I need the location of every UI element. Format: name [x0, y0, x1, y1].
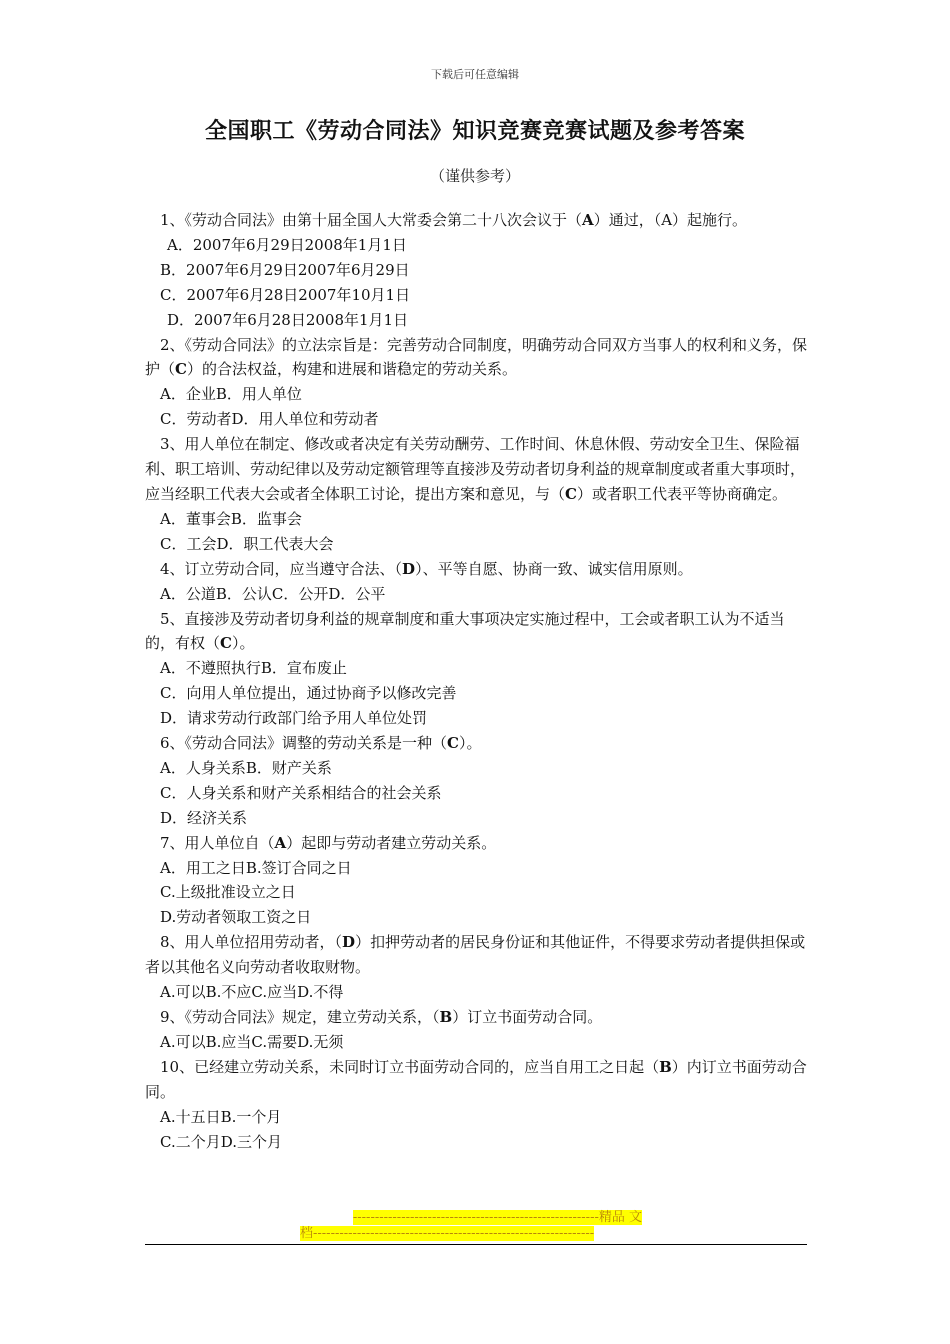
question-text: 2、《劳动合同法》的立法宗旨是：完善劳动合同制度，明确劳动合同双方当事人的权利和义务，保护（ — [145, 335, 808, 379]
question-list — [145, 208, 810, 1154]
answer-letter: B — [439, 1008, 453, 1026]
option-line: C．工会D．职工代表大会 — [160, 534, 334, 553]
answer-letter: A — [274, 833, 287, 852]
option-line: C．向用人单位提出，通过协商予以修改完善 — [160, 684, 457, 703]
question-6 — [145, 731, 810, 756]
question-text-rest: ）订立书面劳动合同。 — [452, 1008, 603, 1026]
answer-letter: B — [659, 1057, 672, 1076]
page-subtitle: （谨供参考） — [429, 167, 520, 185]
question-2 — [145, 333, 810, 383]
option-line: C.二个月D.三个月 — [160, 1132, 282, 1151]
answer-letter: C — [220, 634, 232, 653]
question-3 — [145, 432, 810, 507]
option-line: D．经济关系 — [160, 808, 248, 827]
footer-line-2: 档---------------------------------------------------------------- — [300, 1226, 595, 1241]
answer-letter: D — [342, 933, 356, 952]
option-line: A．人身关系B．财产关系 — [160, 758, 332, 777]
option-line: A．2007年6月29日2008年1月1日 — [167, 235, 407, 254]
footer-line-1: --------------------------------------------------------精品 文 — [352, 1210, 642, 1225]
answer-letter: D — [402, 559, 416, 578]
page-title: 全国职工《劳动合同法》知识竞赛竞赛试题及参考答案 — [204, 118, 745, 144]
option-line: A.十五日B.一个月 — [160, 1107, 282, 1126]
question-7 — [145, 831, 810, 856]
option-line: D．2007年6月28日2008年1月1日 — [167, 310, 409, 329]
question-text-rest: ）、平等自愿、协商一致、诚实信用原则。 — [415, 559, 693, 578]
question-text-rest: ）内订立书面劳动合同。 — [145, 1057, 807, 1101]
question-text: 3、用人单位在制定、修改或者决定有关劳动酬劳、工作时间、休息休假、劳动安全卫生、保险福利、职工培训、劳动纪律以及劳动定额管理等直接涉及劳动者切身利益的规章制度或者重大事项时，应当经职工代表大会或者全体职工讨论，提出方案和意见，与（ — [145, 435, 806, 503]
question-9 — [145, 1005, 810, 1030]
question-text-rest: ）或者职工代表平等协商确定。 — [576, 484, 787, 503]
question-text: 8、用人单位招用劳动者，（ — [160, 933, 343, 952]
option-line: D.劳动者领取工资之日 — [160, 908, 312, 927]
option-line: A.可以B.应当C.需要D.无须 — [160, 1032, 344, 1051]
question-5 — [145, 607, 810, 657]
option-line: B．2007年6月29日2007年6月29日 — [160, 260, 410, 279]
answer-letter: C — [447, 734, 459, 753]
question-text-rest: ）。 — [231, 634, 255, 653]
option-line: A．企业B．用人单位 — [160, 385, 302, 404]
question-8 — [145, 930, 810, 980]
question-text-rest: ）通过，（A）起施行。 — [593, 211, 748, 229]
footer-rule — [145, 1244, 807, 1245]
question-text-rest: ）起即与劳动者建立劳动关系。 — [286, 833, 497, 852]
question-text-rest: ）。 — [459, 734, 482, 753]
question-text-rest: ）扣押劳动者的居民身份证和其他证件，不得要求劳动者提供担保或者以其他名义向劳动者收取财物。 — [145, 933, 806, 977]
option-line: C．劳动者D．用人单位和劳动者 — [160, 410, 379, 429]
option-line: A.可以B.不应C.应当D.不得 — [160, 983, 344, 1002]
header-note: 下载后可任意编辑 — [431, 68, 519, 81]
question-1 — [145, 208, 810, 233]
option-line: C．人身关系和财产关系相结合的社会关系 — [160, 783, 442, 802]
question-text: 5、直接涉及劳动者切身利益的规章制度和重大事项决定实施过程中，工会或者职工认为不适当的，有权（ — [145, 609, 785, 653]
question-text: 6、《劳动合同法》调整的劳动关系是一种（ — [160, 734, 448, 753]
question-10 — [145, 1055, 810, 1105]
question-text: 7、用人单位自（ — [160, 833, 275, 852]
question-text: 10、已经建立劳动关系，未同时订立书面劳动合同的，应当自用工之日起（ — [160, 1057, 660, 1076]
option-line: C.上级批准设立之日 — [160, 883, 296, 902]
answer-letter: C — [565, 484, 577, 503]
option-line: A．公道B．公认C．公开D．公平 — [160, 584, 386, 603]
question-text: 1、《劳动合同法》由第十届全国人大常委会第二十八次会议于（ — [160, 211, 583, 229]
option-line: C．2007年6月28日2007年10月1日 — [160, 285, 411, 304]
question-4 — [145, 557, 810, 582]
question-text: 4、订立劳动合同，应当遵守合法、（ — [160, 559, 403, 578]
question-text-rest: ）的合法权益，构建和进展和谐稳定的劳动关系。 — [186, 360, 517, 379]
answer-letter: A — [582, 211, 594, 229]
option-line: A．用工之日B.签订合同之日 — [160, 858, 352, 877]
option-line: A．不遵照执行B．宣布废止 — [160, 659, 347, 678]
answer-letter: C — [175, 360, 187, 379]
question-text: 9、《劳动合同法》规定，建立劳动关系，（ — [160, 1008, 440, 1026]
footer-watermark — [300, 1210, 650, 1242]
option-line: A．董事会B．监事会 — [160, 509, 302, 528]
option-line: D．请求劳动行政部门给予用人单位处罚 — [160, 709, 428, 728]
